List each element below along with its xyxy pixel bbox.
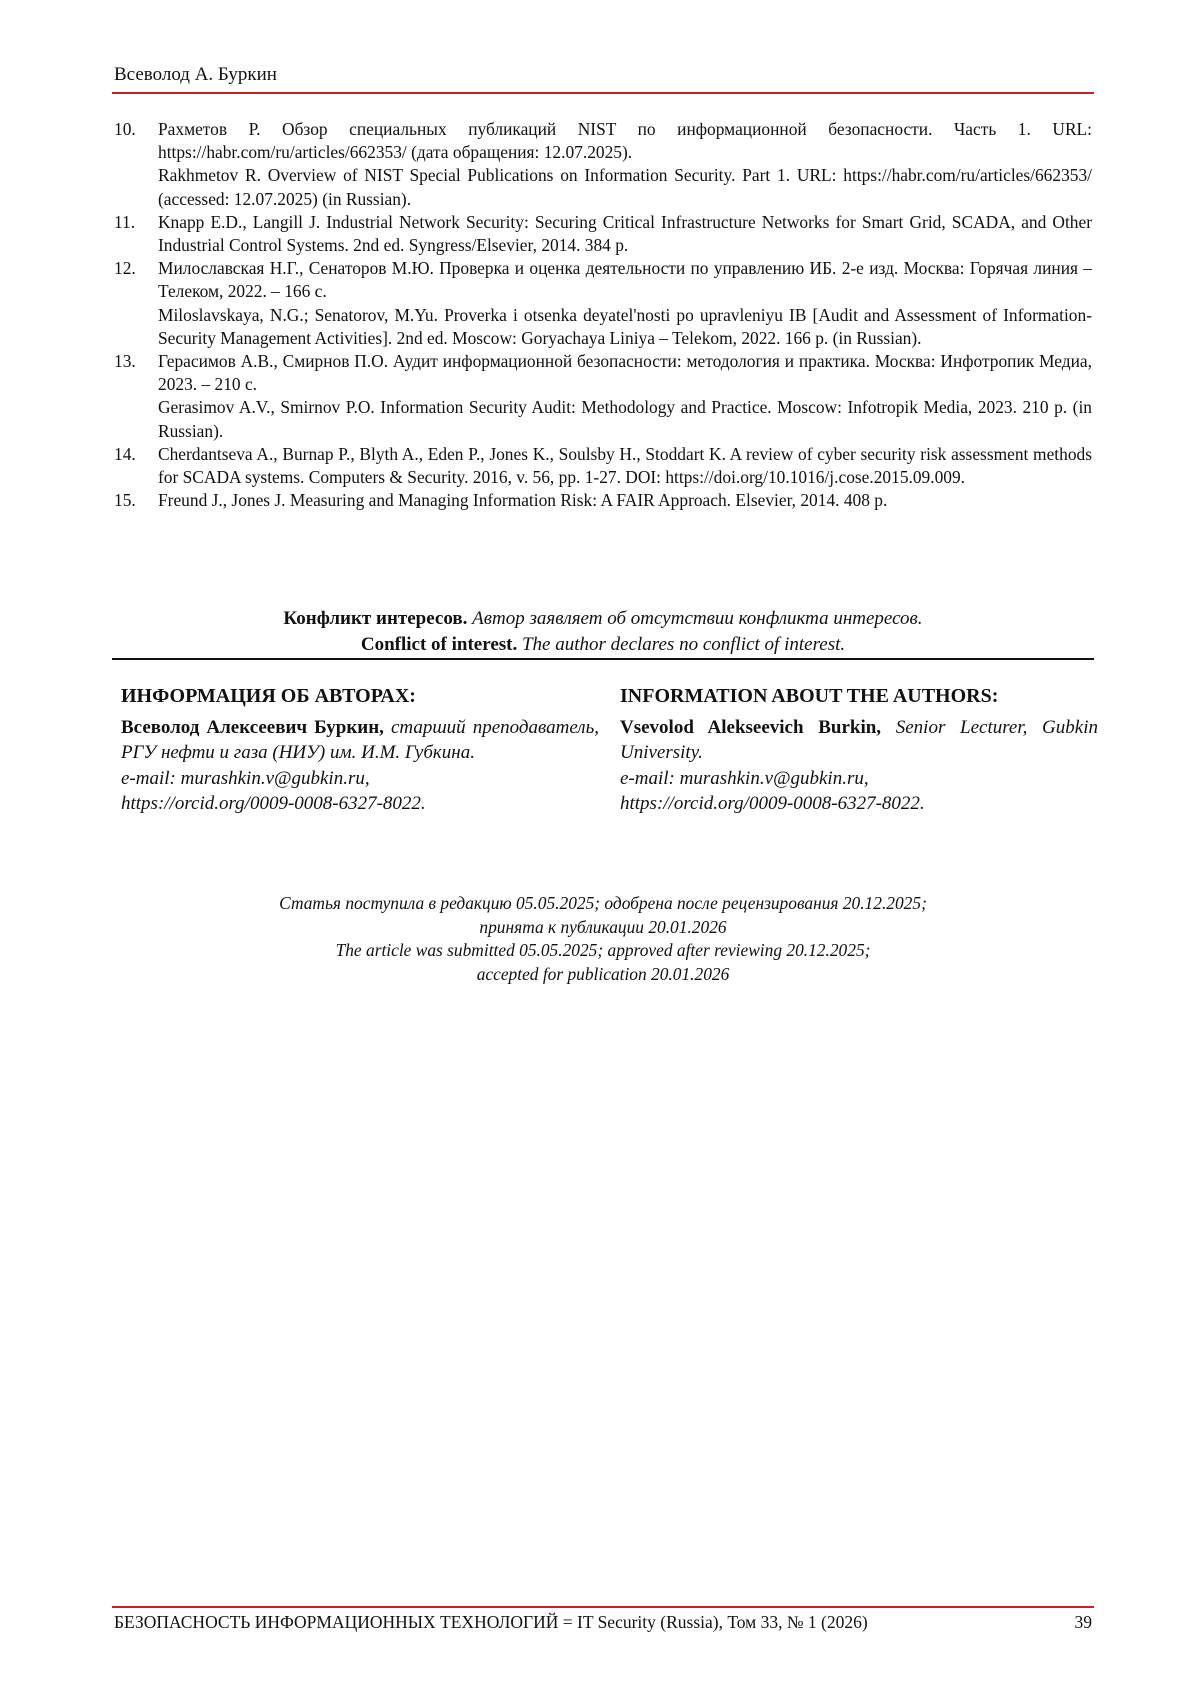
author-email-en[interactable]: e-mail: murashkin.v@gubkin.ru, (620, 767, 869, 789)
reference-text-en: Miloslavskaya, N.G.; Senatorov, M.Yu. Proverka i otsenka deyatel'nosti po upravleniyu IB [Audit and Assessment of Information-Security Management Activities]. 2nd ed. Moscow: Goryachaya Liniya – Telekom, 2022. 166 p. (in Russian). (158, 304, 1092, 348)
article-history (112, 892, 1094, 986)
reference-number: 10. (114, 119, 136, 139)
reference-number: 15. (114, 490, 136, 511)
author-name-en: Vsevolod Alekseevich Burkin, (620, 716, 882, 738)
reference-text-ru: Рахметов Р. Обзор специальных публикаций NIST по информационной безопасности. Часть 1. URL: https://habr.com/ru/articles/662353/ (дата обращения: 12.07.2025). (158, 119, 1092, 163)
reference-text-en: Rakhmetov R. Overview of NIST Special Publications on Information Security. Part 1. URL: https://habr.com/ru/articles/662353/ (accessed: 12.07.2025) (in Russian). (158, 165, 1092, 209)
reference-number: 11. (114, 211, 136, 232)
author-name-ru: Всеволод Алексеевич Буркин, (121, 716, 384, 738)
reference-item (114, 118, 1092, 211)
reference-text-ru: Милославская Н.Г., Сенаторов М.Ю. Проверка и оценка деятельности по управлению ИБ. 2-е изд. Москва: Горячая линия – Телеком, 2022. – 166 с. (158, 258, 1092, 302)
reference-text: Freund J., Jones J. Measuring and Managing Information Risk: A FAIR Approach. Elsevier, 2014. 408 p. (158, 490, 888, 511)
author-position-en: Senior Lecturer, Gubkin University. (620, 716, 1098, 763)
conflict-label-en: Conflict of interest. (360, 634, 518, 655)
reference-item (114, 350, 1092, 443)
reference-text-ru: Герасимов А.В., Смирнов П.О. Аудит информационной безопасности: методология и практика. Москва: Инфотропик Медиа, 2023. – 210 с. (158, 351, 1092, 395)
history-ru-line2: принята к публикации 20.01.2026 (479, 916, 727, 937)
author-info-en (620, 684, 1098, 817)
history-ru-line1: Статья поступила в редакцию 05.05.2025; одобрена после рецензирования 20.12.2025; (279, 893, 927, 913)
conflict-text-en: The author declares no conflict of interest. (521, 634, 846, 655)
conflict-of-interest (112, 606, 1094, 658)
reference-number: 12. (114, 258, 136, 279)
author-orcid-en[interactable]: https://orcid.org/0009-0008-6327-8022. (620, 793, 925, 814)
header-divider (112, 92, 1094, 94)
reference-item (114, 211, 1092, 257)
reference-text: Cherdantseva A., Burnap P., Blyth A., Eden P., Jones K., Soulsby H., Stoddart K. A review of cyber security risk assessment methods for SCADA systems. Computers & Security. 2016, v. 56, pp. 1-27. DOI: https://doi.org/10.1016/j.cose.2015.09.009. (158, 443, 1092, 488)
author-position-ru: старший преподаватель, РГУ нефти и газа (НИУ) им. И.М. Губкина. (121, 716, 599, 763)
reference-text: Knapp E.D., Langill J. Industrial Network Security: Securing Critical Infrastructure Networks for Smart Grid, SCADA, and Other Industrial Control Systems. 2nd ed. Syngress/Elsevier, 2014. 384 p. (158, 211, 1092, 256)
conflict-label-ru: Конфликт интересов. (283, 608, 468, 629)
reference-text-en: Gerasimov A.V., Smirnov P.O. Information Security Audit: Methodology and Practice. Moscow: Infotropik Media, 2023. 210 p. (in Russian). (158, 397, 1092, 441)
reference-item (114, 257, 1092, 350)
author-orcid-ru[interactable]: https://orcid.org/0009-0008-6327-8022. (121, 793, 426, 814)
section-divider (112, 658, 1094, 660)
reference-item (114, 443, 1092, 489)
reference-item (114, 489, 1092, 512)
conflict-text-ru: Автор заявляет об отсутствии конфликта интересов. (472, 608, 923, 629)
reference-number: 14. (114, 443, 136, 464)
reference-list (114, 118, 1092, 512)
history-en-line2: accepted for publication 20.01.2026 (476, 963, 730, 984)
running-head-author: Всеволод А. Буркин (114, 64, 277, 85)
page-number: 39 (1074, 1612, 1092, 1632)
reference-number: 13. (114, 351, 136, 372)
author-email-ru[interactable]: e-mail: murashkin.v@gubkin.ru, (121, 767, 370, 789)
footer-divider (112, 1606, 1094, 1608)
author-info-heading-en: INFORMATION ABOUT THE AUTHORS: (620, 685, 999, 707)
journal-title: БЕЗОПАСНОСТЬ ИНФОРМАЦИОННЫХ ТЕХНОЛОГИЙ = IT Security (Russia), Том 33, № 1 (2026) (114, 1612, 868, 1632)
author-info-ru (121, 684, 599, 817)
page-footer (114, 1612, 1092, 1633)
author-info-heading-ru: ИНФОРМАЦИЯ ОБ АВТОРАХ: (121, 685, 416, 707)
history-en-line1: The article was submitted 05.05.2025; approved after reviewing 20.12.2025; (335, 940, 871, 960)
